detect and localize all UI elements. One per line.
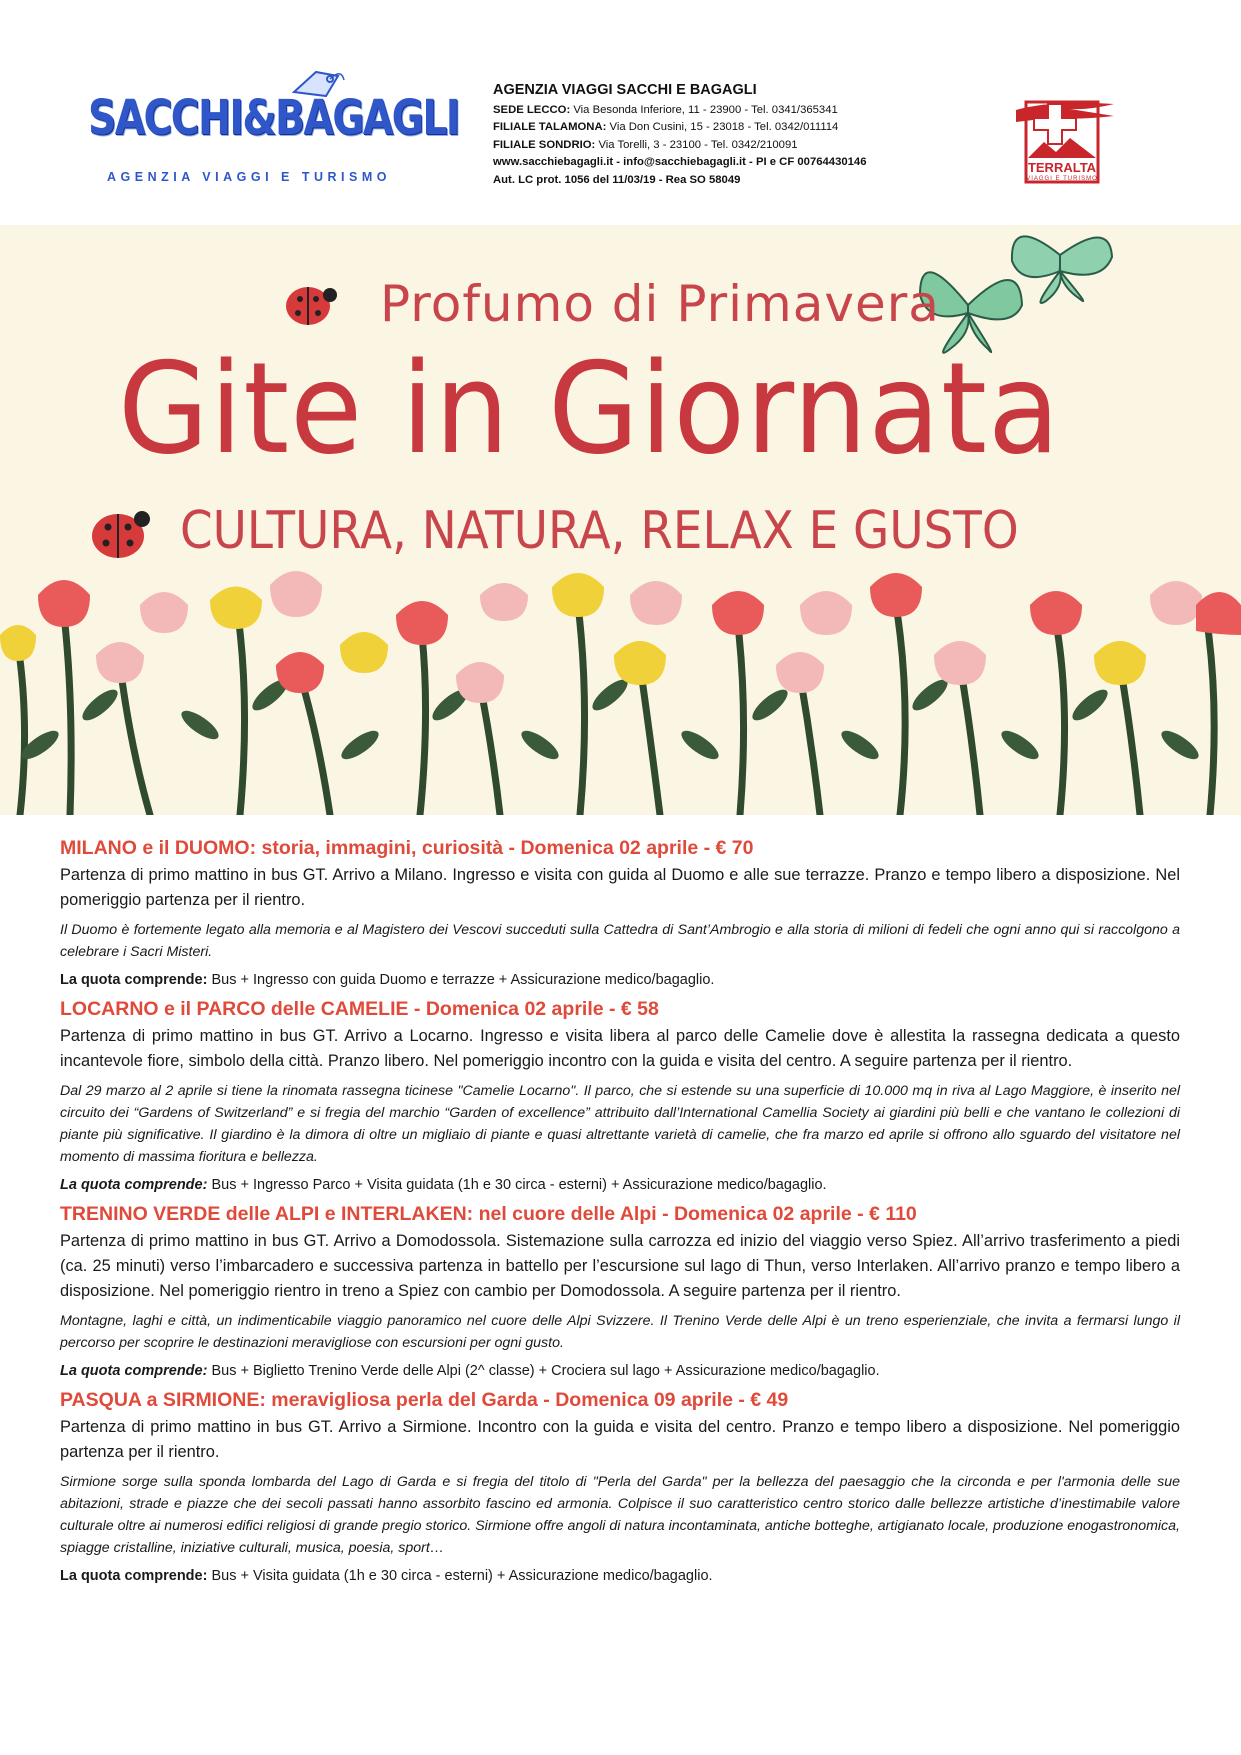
banner-title: Gite in Giornata: [118, 335, 1061, 482]
banner-tagline: CULTURA, NATURA, RELAX E GUSTO: [180, 501, 1019, 561]
letterhead: [0, 0, 1241, 220]
trip-description: Partenza di primo mattino in bus GT. Arrivo a Milano. Ingresso e visita con guida al Duomo e alle sue terrazze. Pranzo e tempo libero a disposizione. Nel pomeriggio partenza per il rientro.: [60, 866, 1180, 909]
web-line: www.sacchiebagagli.it - info@sacchiebagagli.it - PI e CF 00764430146: [493, 156, 867, 168]
trip-description: Partenza di primo mattino in bus GT. Arrivo a Locarno. Ingresso e visita libera al parco delle Camelie dove è allestita la rassegna dedicata a questo incantevole fiore, simbolo della città. Pranzo libero. Nel pomeriggio incontro con la guida e visita del centro. A seguire partenza per il rientro.: [60, 1027, 1180, 1070]
terralta-logo-text: TERRALTA: [1027, 160, 1097, 175]
sede-label: SEDE LECCO:: [493, 103, 571, 116]
quota-label: La quota comprende:: [60, 972, 208, 988]
ladybug-icon: [286, 287, 337, 325]
quota-label: La quota comprende:: [60, 1363, 208, 1379]
trip-title: TRENINO VERDE delle ALPI e INTERLAKEN: nel cuore delle Alpi - Domenica 02 aprile - € 110: [60, 1203, 917, 1225]
terralta-logo-sub: VIAGGI E TURISMO: [1026, 176, 1098, 182]
trip-note: Dal 29 marzo al 2 aprile si tiene la rinomata rassegna ticinese "Camelie Locarno". Il parco, che si estende su una superficie di 10.000 mq in riva al Lago Maggiore, è inserito nel circuito dei “Gardens of Switzerland” e si fregia del marchio “Garden of excellence” attribuito dall’International Camellia Society ai giardini più belli e che vantano le collezioni di piante più significative. Il giardino è la dimora di oltre un migliaio di piante e quasi altrettante varietà di camelie, che fra marzo ed aprile si offrono allo sguardo del visitatore nel momento di massima fioritura e bellezza.: [60, 1083, 1180, 1165]
trip-locarno: [60, 997, 1180, 1196]
trip-note: Sirmione sorge sulla sponda lombarda del Lago di Garda e si fregia del titolo di "Perla del Garda" per la bellezza del paesaggio che la circonda e per l'armonia delle sue abitazioni, strade e piazze che dei secoli passati hanno assorbito fascino ed armonia. Colpisce il suo caratteristico centro storico dalle bellezze artistiche d’inestimabile valore culturale oltre ai numerosi edifici religiosi di grande pregio storico. Sirmione offre angoli di natura incontaminata, antiche botteghe, artigianato locale, produzione enogastronomica, spiagge cristalline, iniziative culturali, musica, poesia, sport…: [60, 1474, 1180, 1556]
banner-subtitle: Profumo di Primavera: [380, 275, 940, 333]
talamona-label: FILIALE TALAMONA:: [493, 121, 607, 133]
flower-field: [0, 571, 1241, 815]
sacchi-bagagli-logo: [88, 66, 459, 196]
ladybug-icon: [92, 511, 150, 558]
butterfly-icon: [1012, 236, 1112, 303]
sede-lecco-line: [493, 102, 933, 120]
sondrio-value: Via Torelli, 3 - 23100 - Tel. 0342/210091: [598, 138, 798, 151]
trip-milano: [60, 836, 1180, 991]
spring-banner: [0, 225, 1241, 815]
talamona-line: [493, 119, 933, 137]
trip-description: Partenza di primo mattino in bus GT. Arrivo a Domodossola. Sistemazione sulla carrozza ed inizio del viaggio verso Spiez. All’arrivo trasferimento a piedi (ca. 25 minuti) verso l’imbarcadero e successiva partenza in battello per l’escursione sul lago di Thun, verso Interlaken. All’arrivo pranzo e tempo libero a disposizione. Nel pomeriggio rientro in treno a Spiez con cambio per Domodossola. A seguire partenza per il rientro.: [60, 1232, 1180, 1300]
trip-trenino-verde: [60, 1202, 1180, 1382]
talamona-value: Via Don Cusini, 15 - 23018 - Tel. 0342/011114: [609, 121, 839, 133]
sede-value: Via Besonda Inferiore, 11 - 23900 - Tel. 0341/365341: [573, 103, 838, 116]
trip-description: Partenza di primo mattino in bus GT. Arrivo a Sirmione. Incontro con la guida e visita del centro. Pranzo e tempo libero a disposizione. Nel pomeriggio partenza per il rientro.: [60, 1418, 1180, 1461]
aut-line: Aut. LC prot. 1056 del 11/03/19 - Rea SO 58049: [493, 173, 741, 186]
sondrio-line: [493, 137, 933, 155]
trip-quota: [60, 1360, 1180, 1382]
trip-quota: [60, 1565, 1180, 1587]
trip-quota: [60, 969, 1180, 991]
quota-value: Bus + Biglietto Trenino Verde delle Alpi (2^ classe) + Crociera sul lago + Assicurazione medico/bagaglio.: [207, 1363, 880, 1379]
agency-info: [493, 82, 933, 189]
quota-value: Bus + Visita guidata (1h e 30 circa - esterni) + Assicurazione medico/bagaglio.: [207, 1568, 713, 1584]
quota-label: La quota comprende:: [60, 1568, 208, 1584]
quota-value: Bus + Ingresso Parco + Visita guidata (1h e 30 circa - esterni) + Assicurazione medico/bagaglio.: [207, 1177, 827, 1193]
trip-quota: [60, 1174, 1180, 1196]
trip-title: PASQUA a SIRMIONE: meravigliosa perla del Garda - Domenica 09 aprile - € 49: [60, 1389, 789, 1411]
trip-note: Il Duomo è fortemente legato alla memoria e al Magistero dei Vescovi succeduti sulla Cattedra di Sant’Ambrogio e alla storia di milioni di fedeli che ogni anno qui si raccolgono a celebrare i Sacri Misteri.: [60, 922, 1180, 960]
logo-wordmark: SACCHI&BAGAGLI: [88, 90, 459, 146]
quota-label: La quota comprende:: [60, 1177, 208, 1193]
trip-note: Montagne, laghi e città, un indimenticabile viaggio panoramico nel cuore delle Alpi Svizzere. Il Trenino Verde delle Alpi è un treno esperienziale, che invita a fermarsi lungo il percorso per scoprire le destinazioni meravigliose con escursioni per ogni gusto.: [60, 1313, 1180, 1351]
trip-list: [60, 836, 1180, 1593]
trip-title: LOCARNO e il PARCO delle CAMELIE - Domenica 02 aprile - € 58: [60, 998, 659, 1020]
trip-title: MILANO e il DUOMO: storia, immagini, curiosità - Domenica 02 aprile - € 70: [60, 837, 754, 859]
quota-value: Bus + Ingresso con guida Duomo e terrazze + Assicurazione medico/bagaglio.: [207, 972, 715, 988]
trip-sirmione: [60, 1388, 1180, 1587]
agency-name: AGENZIA VIAGGI SACCHI E BAGAGLI: [493, 82, 757, 98]
sondrio-label: FILIALE SONDRIO:: [493, 138, 596, 151]
terralta-logo: [1010, 96, 1122, 186]
logo-subtitle: AGENZIA VIAGGI E TURISMO: [107, 170, 391, 184]
